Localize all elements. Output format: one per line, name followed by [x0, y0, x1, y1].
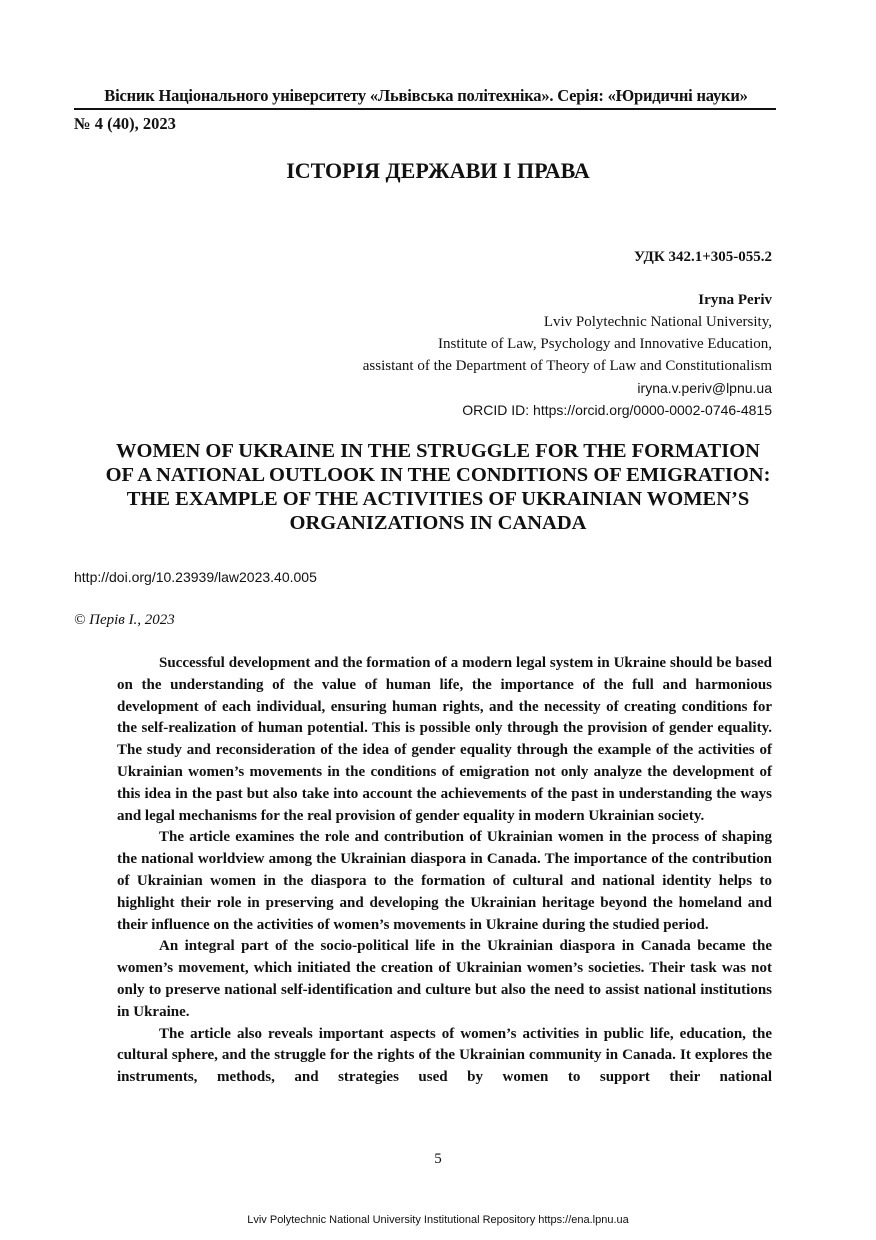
title-line: ORGANIZATIONS IN CANADA [289, 512, 587, 534]
page-number: 5 [434, 1151, 442, 1167]
affiliation-line: assistant of the Department of Theory of Law and Constitutionalism [362, 358, 772, 374]
title-line: OF A NATIONAL OUTLOOK IN THE CONDITIONS OF EMIGRATION: [105, 464, 771, 486]
abstract-paragraph: The article examines the role and contribution of Ukrainian women in the process of shaping the national worldview among the Ukrainian diaspora in Canada. The importance of the contribution of Ukrainian women in the diaspora to the formation of cultural and national identity helps to highlight their role in preserving and developing the Ukrainian heritage beyond the homeland and their influence on the activities of women’s movements in Ukraine during the studied period. [117, 829, 772, 933]
copyright: © Перів І., 2023 [74, 612, 175, 628]
section-title: ІСТОРІЯ ДЕРЖАВИ І ПРАВА [286, 158, 590, 183]
author-orcid[interactable]: ORCID ID: https://orcid.org/0000-0002-0746-4815 [462, 402, 772, 418]
article-title [74, 439, 802, 535]
journal-header: Вісник Національного університету «Львівська політехніка». Серія: «Юридичні науки» [104, 86, 748, 105]
repository-footer: Lviv Polytechnic National University Institutional Repository https://ena.lpnu.ua [247, 1214, 629, 1226]
abstract-paragraph: The article also reveals important aspects of women’s activities in public life, education, the cultural sphere, and the struggle for the rights of the Ukrainian community in Canada. It explores the instruments, methods, and strategies used by women to support their national [117, 1025, 772, 1086]
abstract-paragraph: An integral part of the socio-political life in the Ukrainian diaspora in Canada became the women’s movement, which initiated the creation of Ukrainian women’s societies. Their task was not only to preserve national self-identification and culture but also the need to assist national institutions in Ukraine. [117, 938, 772, 1020]
header-divider [74, 108, 776, 110]
title-line: THE EXAMPLE OF THE ACTIVITIES OF UKRAINIAN WOMEN’S [126, 488, 750, 510]
author-name: Iryna Periv [698, 292, 772, 308]
affiliation-line: Institute of Law, Psychology and Innovative Education, [438, 336, 772, 352]
issue-number: № 4 (40), 2023 [74, 114, 176, 133]
author-block [363, 289, 772, 421]
title-line: WOMEN OF UKRAINE IN THE STRUGGLE FOR THE FORMATION [116, 440, 760, 462]
abstract-paragraph: Successful development and the formation of a modern legal system in Ukraine should be based on the understanding of the value of human life, the importance of the full and harmonious development of each individual, ensuring human rights, and the necessity of creating conditions for the self-realization of human potential. This is possible only through the provision of gender equality. The study and reconsideration of the idea of gender equality through the example of the activities of Ukrainian women’s movements in the conditions of emigration not only analyze the development of this idea in the past but also take into account the achievements of the past in understanding the ways and legal mechanisms for the real provision of gender equality in modern Ukrainian society. [117, 655, 772, 824]
author-email[interactable]: iryna.v.periv@lpnu.ua [637, 380, 772, 396]
abstract [117, 653, 772, 1089]
udk-code: УДК 342.1+305-055.2 [634, 249, 772, 265]
affiliation-line: Lviv Polytechnic National University, [543, 314, 772, 330]
doi-link[interactable]: http://doi.org/10.23939/law2023.40.005 [74, 569, 317, 585]
